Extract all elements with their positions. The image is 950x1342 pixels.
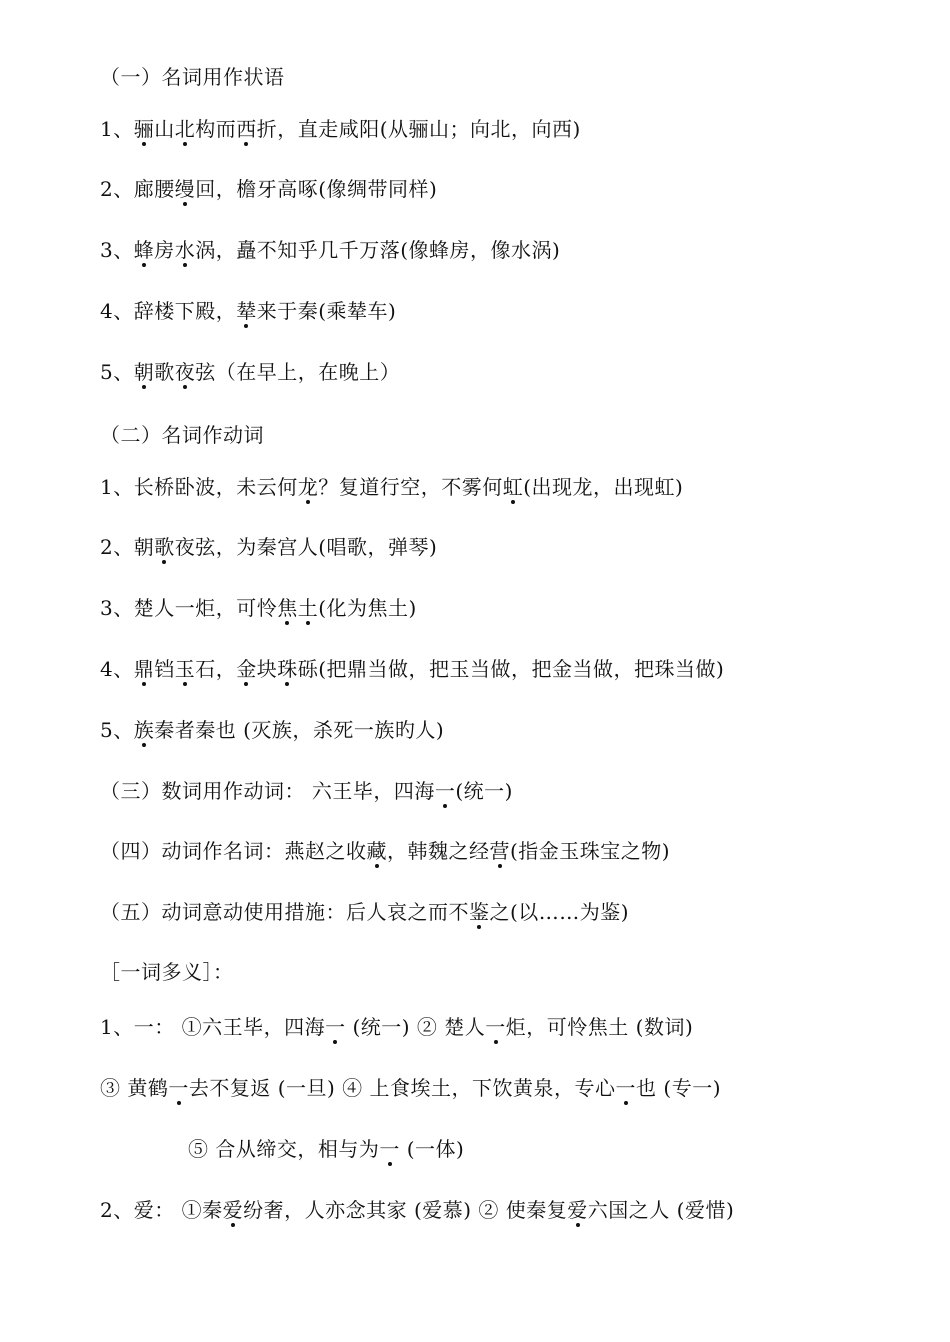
text-run: ③ 黄鹤 bbox=[100, 1076, 169, 1100]
emphasized-char: 爱 bbox=[222, 1198, 244, 1222]
text-run: ［一词多义］： bbox=[100, 960, 234, 984]
emphasized-char: 辇 bbox=[236, 299, 257, 323]
emphasized-char: 一 bbox=[434, 779, 456, 803]
text-run: 夜弦，为秦宫人(唱歌，弹琴) bbox=[174, 535, 438, 559]
text-run: （一）名词用作状语 bbox=[100, 65, 285, 89]
emphasized-char: 一 bbox=[168, 1076, 189, 1100]
text-run: (统一) bbox=[455, 779, 513, 803]
text-run: 2、廊腰 bbox=[100, 177, 175, 201]
example-line bbox=[100, 716, 444, 744]
text-run: (化为焦土) bbox=[318, 596, 417, 620]
text-run: 3、 bbox=[100, 238, 134, 262]
polysemy-line bbox=[100, 1013, 693, 1041]
text-run: 1、长桥卧波，未云何 bbox=[100, 475, 298, 499]
emphasized-char: 爱 bbox=[567, 1198, 588, 1222]
polysemy-line bbox=[100, 1074, 721, 1102]
polysemy-line bbox=[100, 1196, 734, 1224]
example-line bbox=[100, 175, 437, 203]
text-run: 折，直走咸阳(从骊山；向北，向西) bbox=[256, 117, 581, 141]
example-line bbox=[100, 236, 560, 264]
emphasized-char: 珠 bbox=[277, 657, 298, 681]
text-run: ，韩魏之经 bbox=[387, 839, 490, 863]
emphasized-char: 水 bbox=[174, 238, 196, 262]
emphasized-char: 族 bbox=[133, 718, 155, 742]
text-run: 构而 bbox=[195, 117, 237, 141]
emphasized-char: 骊 bbox=[133, 117, 155, 141]
emphasized-char: 焦 bbox=[277, 596, 298, 620]
text-run: 歌 bbox=[154, 360, 175, 384]
text-run: 回，檐牙高啄(像绸带同样) bbox=[195, 177, 438, 201]
text-run: 房 bbox=[154, 238, 175, 262]
emphasized-char: 夜 bbox=[174, 360, 196, 384]
text-run: (一体) bbox=[399, 1137, 465, 1161]
text-run: 1、一： ①六王毕，四海 bbox=[100, 1015, 326, 1039]
text-run: 4、 bbox=[100, 657, 134, 681]
polysemy-line bbox=[188, 1135, 464, 1163]
text-run: 弦（在早上，在晚上） bbox=[195, 360, 401, 384]
emphasized-char: 一 bbox=[615, 1076, 637, 1100]
example-line bbox=[100, 358, 400, 386]
section-heading-noun-as-verb bbox=[100, 421, 264, 449]
text-run: 石， bbox=[195, 657, 237, 681]
emphasized-char: 一 bbox=[485, 1015, 506, 1039]
text-run: ⑤ 合从缔交，相与为 bbox=[188, 1137, 380, 1161]
text-run: (统一) ② 楚人 bbox=[345, 1015, 486, 1039]
emphasized-char: 鉴 bbox=[469, 900, 490, 924]
text-run: 1、 bbox=[100, 117, 134, 141]
example-line bbox=[100, 594, 417, 622]
emphasized-char: 一 bbox=[325, 1015, 346, 1039]
text-run: 涡，矗不知乎几千万落(像蜂房，像水涡) bbox=[195, 238, 561, 262]
section-heading-polysemy bbox=[100, 958, 234, 986]
text-run: 块 bbox=[256, 657, 278, 681]
text-run: 3、楚人一炬，可怜 bbox=[100, 596, 278, 620]
emphasized-char: 歌 bbox=[154, 535, 175, 559]
emphasized-char: 藏 bbox=[366, 839, 387, 863]
emphasized-char: 鼎 bbox=[133, 657, 155, 681]
text-run: 去不复返 (一旦) ④ 上食埃土，下饮黄泉，专心 bbox=[188, 1076, 616, 1100]
text-run: 砾(把鼎当做，把玉当做，把金当做，把珠当做) bbox=[297, 657, 725, 681]
section-heading-verb-causative bbox=[100, 898, 629, 926]
text-run: （三）数词用作动词： 六王毕，四海 bbox=[100, 779, 435, 803]
emphasized-char: 土 bbox=[297, 596, 319, 620]
text-run: 也 (专一) bbox=[636, 1076, 722, 1100]
text-run: （四）动词作名词：燕赵之收 bbox=[100, 839, 367, 863]
text-run: 纷奢，人亦念其家 (爱慕) ② 使秦复 bbox=[243, 1198, 568, 1222]
emphasized-char: 金 bbox=[236, 657, 257, 681]
text-run: （二）名词作动词 bbox=[100, 423, 264, 447]
example-line bbox=[100, 473, 683, 501]
example-line bbox=[100, 115, 581, 143]
text-run: 4、辞楼下殿， bbox=[100, 299, 237, 323]
section-heading-verb-as-noun bbox=[100, 837, 670, 865]
section-heading-numeral-as-verb bbox=[100, 777, 513, 805]
emphasized-char: 西 bbox=[236, 117, 257, 141]
text-run: ？复道行空，不雾何 bbox=[318, 475, 503, 499]
emphasized-char: 虹 bbox=[502, 475, 524, 499]
example-line bbox=[100, 533, 437, 561]
text-run: 秦者秦也 (灭族，杀死一族旳人) bbox=[154, 718, 445, 742]
text-run: 之(以……为鉴) bbox=[489, 900, 630, 924]
emphasized-char: 缦 bbox=[174, 177, 196, 201]
example-line bbox=[100, 655, 724, 683]
text-run: (指金玉珠宝之物) bbox=[510, 839, 671, 863]
text-run: 5、 bbox=[100, 360, 134, 384]
text-run: 2、爱： ①秦 bbox=[100, 1198, 223, 1222]
text-run: (出现龙，出现虹) bbox=[523, 475, 684, 499]
text-run: （五）动词意动使用措施：后人哀之而不 bbox=[100, 900, 469, 924]
section-heading-noun-as-adverbial bbox=[100, 63, 285, 91]
emphasized-char: 一 bbox=[379, 1137, 400, 1161]
text-run: 2、朝 bbox=[100, 535, 155, 559]
emphasized-char: 朝 bbox=[133, 360, 155, 384]
text-run: 来于秦(乘辇车) bbox=[256, 299, 397, 323]
emphasized-char: 营 bbox=[489, 839, 510, 863]
text-run: 铛 bbox=[154, 657, 175, 681]
emphasized-char: 蜂 bbox=[133, 238, 155, 262]
text-run: 山 bbox=[154, 117, 175, 141]
emphasized-char: 龙 bbox=[297, 475, 319, 499]
text-run: 六国之人 (爱惜) bbox=[587, 1198, 735, 1222]
emphasized-char: 玉 bbox=[174, 657, 196, 681]
text-run: 炬，可怜焦土 (数词) bbox=[505, 1015, 694, 1039]
emphasized-char: 北 bbox=[174, 117, 196, 141]
text-run: 5、 bbox=[100, 718, 134, 742]
example-line bbox=[100, 297, 396, 325]
